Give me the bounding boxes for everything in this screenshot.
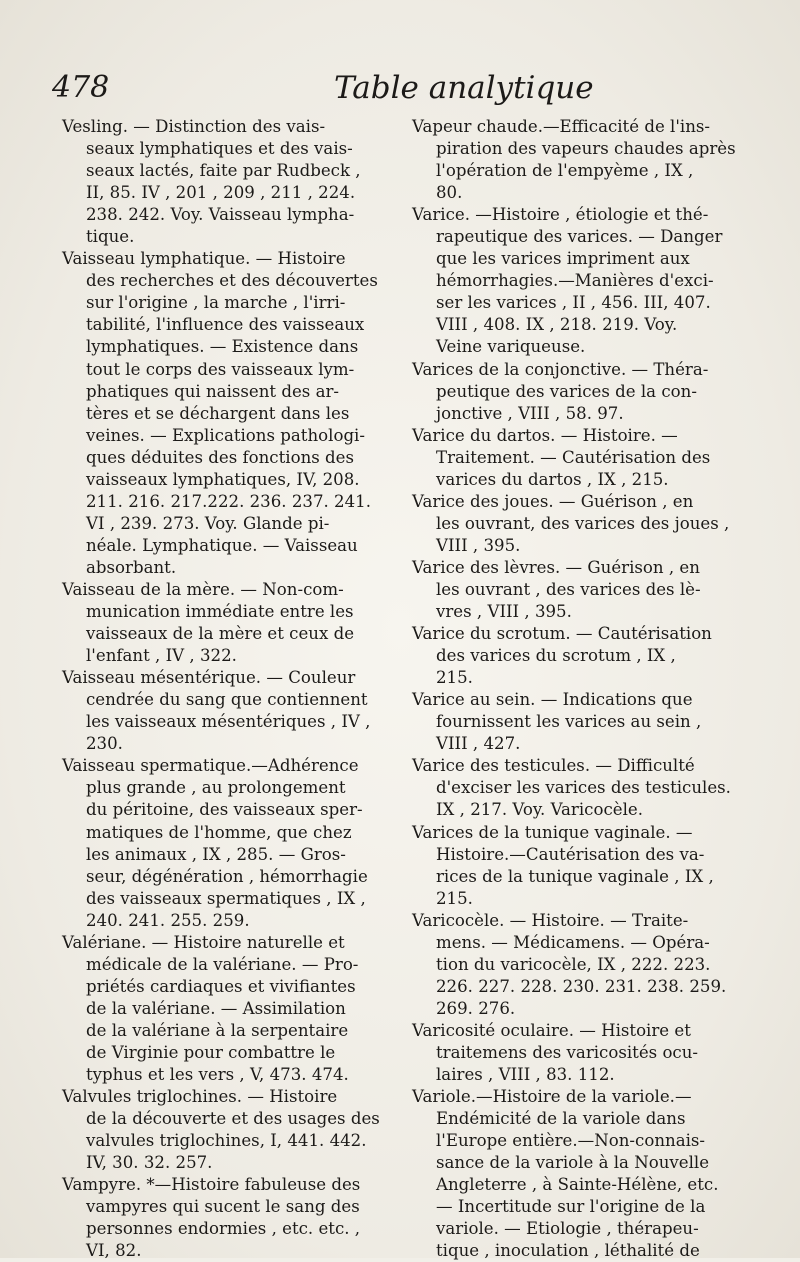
entry-line: Vesling. — Distinction des vais- [62,117,326,136]
entry-line: Vaisseau spermatique.—Adhérence [62,756,359,776]
entry-line: l'Europe entière.—Non-connais- [436,1131,706,1151]
entry-line: Vaisseau lymphatique. — Histoire [62,249,346,269]
entry-line: lymphatiques. — Existence dans [86,337,359,357]
entry-line: 238. 242. Voy. Vaisseau lympha- [86,205,355,225]
entry-line: peutique des varices de la con- [436,381,697,401]
entry-line: tères et se déchargent dans les [86,403,350,423]
index-entry [412,910,744,1020]
index-entry [62,755,392,931]
entry-line: valvules triglochines, I, 441. 442. [86,1131,367,1151]
index-entry [412,1086,744,1262]
entry-line: 80. [436,183,463,203]
entry-line: seur, dégénération , hémorrhagie [86,866,368,886]
index-entry [412,116,744,204]
entry-line: IX , 217. Voy. Varicocèle. [436,800,643,820]
entry-line: Varice des joues. — Guérison , en [412,491,694,511]
entry-line: les animaux , IX , 285. — Gros- [86,844,346,864]
page-title: Table analytique [334,70,594,106]
index-entry [62,932,392,1086]
entry-line: Vaisseau mésentérique. — Couleur [62,668,356,688]
index-entry [412,822,744,910]
entry-line: absorbant. [86,557,177,577]
entry-line: fournissent les varices au sein , [436,712,702,732]
entry-line: sur l'origine , la marche , l'irri- [86,293,346,313]
entry-line: jonctive , VIII , 58. 97. [436,403,624,423]
entry-line: vres , VIII , 395. [436,602,572,622]
entry-line: Valériane. — Histoire naturelle et [62,932,345,952]
entry-line: 215. [436,888,473,908]
entry-line: II, 85. IV , 201 , 209 , 211 , 224. [86,183,356,203]
entry-line: Histoire.—Cautérisation des va- [436,844,705,864]
entry-line: tique , inoculation , léthalité de [436,1241,700,1261]
entry-line: VI, 82. [86,1241,142,1261]
page-header [52,70,752,114]
entry-line: 230. [86,734,123,754]
entry-line: tout le corps des vaisseaux lym- [86,359,355,379]
index-entry [412,557,744,623]
entry-line: du péritoine, des vaisseaux sper- [86,800,363,820]
entry-line: ques déduites des fonctions des [86,447,355,467]
entry-line: mens. — Médicamens. — Opéra- [436,932,710,952]
entry-line: l'enfant , IV , 322. [86,646,237,666]
index-entry [62,1174,392,1262]
index-entry [412,491,744,557]
entry-line: Varice du dartos. — Histoire. — [412,425,678,445]
entry-line: vaisseaux lymphatiques, IV, 208. [86,469,360,489]
entry-line: Angleterre , à Sainte-Hélène, etc. [436,1175,719,1195]
entry-line: phatiques qui naissent des ar- [86,381,340,401]
entry-line: 211. 216. 217.222. 236. 237. 241. [86,491,372,511]
entry-line: piration des vapeurs chaudes après [436,139,736,159]
left-column [62,116,392,1262]
entry-line: de la découverte et des usages des [86,1109,380,1129]
entry-line: VI , 239. 273. Voy. Glande pi- [86,513,330,533]
entry-line: traitemens des varicosités ocu- [436,1042,699,1062]
entry-line: rices de la tunique vaginale , IX , [436,866,714,886]
entry-line: tique. [86,227,135,247]
entry-line: médicale de la valériane. — Pro- [86,954,359,974]
index-entry [62,116,392,248]
index-entry [412,425,744,491]
right-column [412,116,744,1262]
entry-line: typhus et les vers , V, 473. 474. [86,1065,349,1085]
entry-line: des recherches et des découvertes [86,271,378,291]
index-entry [62,248,392,579]
entry-line: Varicosité oculaire. — Histoire et [412,1020,691,1040]
entry-line: priétés cardiaques et vivifiantes [86,976,356,996]
index-entry [412,1020,744,1086]
entry-line: VIII , 395. [436,535,521,555]
entry-line: Valvules triglochines. — Histoire [62,1087,338,1107]
entry-line: Vaisseau de la mère. — Non-com- [62,579,344,599]
entry-line: veines. — Explications pathologi- [86,425,365,445]
entry-line: 226. 227. 228. 230. 231. 238. 259. [436,976,727,996]
entry-line: munication immédiate entre les [86,602,354,622]
entry-line: personnes endormies , etc. etc. , [86,1219,361,1239]
entry-line: que les varices impriment aux [436,249,690,269]
entry-line: vampyres qui sucent le sang des [86,1197,360,1217]
index-entry [412,204,744,358]
entry-line: VIII , 408. IX , 218. 219. Voy. [436,315,678,335]
entry-line: de la valériane. — Assimilation [86,998,346,1018]
entry-line: seaux lactés, faite par Rudbeck , [86,161,361,181]
entry-line: des vaisseaux spermatiques , IX , [86,888,366,908]
entry-line: Varice des lèvres. — Guérison , en [412,557,700,577]
entry-line: laires , VIII , 83. 112. [436,1065,615,1085]
entry-line: — Incertitude sur l'origine de la [436,1197,706,1217]
entry-line: hémorrhagies.—Manières d'exci- [436,271,714,291]
index-entry [412,755,744,821]
entry-line: plus grande , au prolongement [86,778,346,798]
index-entry [62,667,392,755]
entry-line: Vapeur chaude.—Efficacité de l'ins- [412,117,711,136]
entry-line: Varice du scrotum. — Cautérisation [412,624,712,644]
entry-line: Endémicité de la variole dans [436,1109,686,1129]
entry-line: VIII , 427. [436,734,521,754]
entry-line: tabilité, l'influence des vaisseaux [86,315,365,335]
entry-line: Varice au sein. — Indications que [412,690,693,710]
entry-line: vaisseaux de la mère et ceux de [86,624,355,644]
entry-line: d'exciser les varices des testicules. [436,778,731,798]
entry-line: 215. [436,668,473,688]
entry-line: de la valériane à la serpentaire [86,1020,349,1040]
entry-line: Varice. —Histoire , étiologie et thé- [412,205,709,225]
entry-line: tion du varicocèle, IX , 222. 223. [436,954,711,974]
entry-line: Variole.—Histoire de la variole.— [412,1087,692,1107]
entry-line: Varices de la tunique vaginale. — [412,822,693,842]
entry-line: Varice des testicules. — Difficulté [412,756,695,776]
entry-line: les ouvrant, des varices des joues , [436,513,730,533]
entry-line: 269. 276. [436,998,516,1018]
index-entry [412,689,744,755]
index-entry [62,579,392,667]
entry-line: Varicocèle. — Histoire. — Traite- [412,910,689,930]
entry-line: de Virginie pour combattre le [86,1042,336,1062]
entry-line: l'opération de l'empyème , IX , [436,161,694,181]
entry-line: 240. 241. 255. 259. [86,910,250,930]
entry-line: les vaisseaux mésentériques , IV , [86,712,371,732]
entry-line: cendrée du sang que contiennent [86,690,368,710]
index-entry [412,623,744,689]
entry-line: seaux lymphatiques et des vais- [86,139,353,159]
entry-line: ser les varices , II , 456. III, 407. [436,293,711,313]
entry-line: néale. Lymphatique. — Vaisseau [86,535,358,555]
entry-line: Veine variqueuse. [436,337,586,357]
entry-line: Traitement. — Cautérisation des [436,447,711,467]
entry-line: sance de la variole à la Nouvelle [436,1153,710,1173]
entry-line: variole. — Etiologie , thérapeu- [436,1219,699,1239]
entry-line: des varices du scrotum , IX , [436,646,676,666]
entry-line: Vampyre. *—Histoire fabuleuse des [62,1175,361,1195]
page-number: 478 [52,70,110,105]
entry-line: Varices de la conjonctive. — Théra- [412,359,709,379]
entry-line: les ouvrant , des varices des lè- [436,579,701,599]
index-entry [412,359,744,425]
entry-line: varices du dartos , IX , 215. [436,469,669,489]
entry-line: IV, 30. 32. 257. [86,1153,213,1173]
index-entry [62,1086,392,1174]
entry-line: matiques de l'homme, que chez [86,822,352,842]
entry-line: rapeutique des varices. — Danger [436,227,723,247]
